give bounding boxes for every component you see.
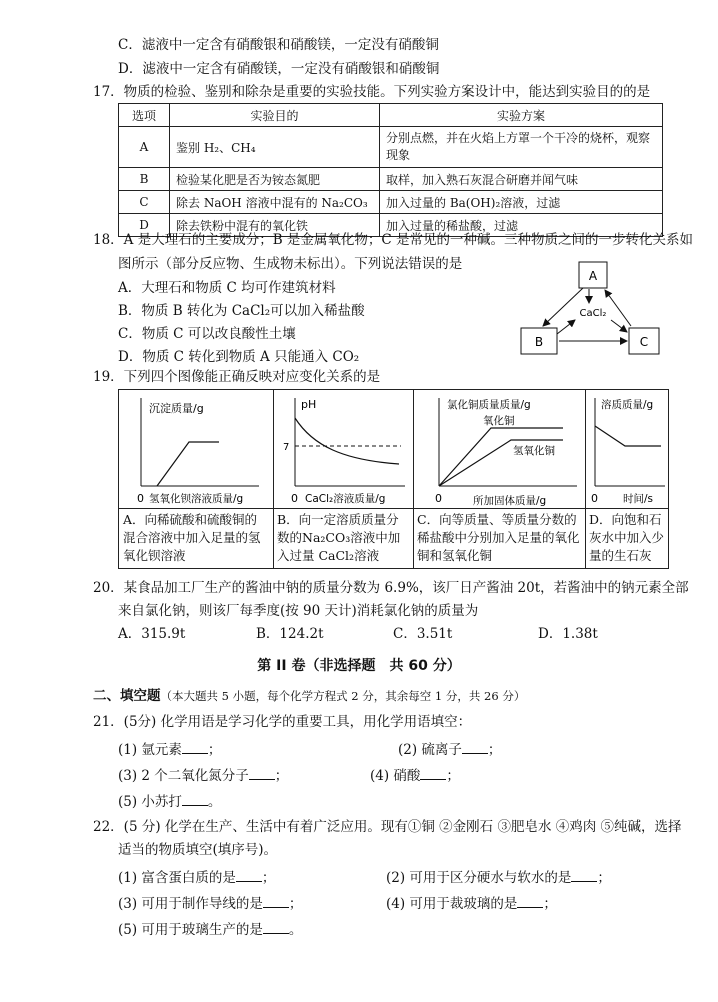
q20-stem-line1: 20．某食品加工厂生产的酱油中钠的质量分数为 6.9%，该厂日产酱油 20t，若酱油中的钠元素全部 — [93, 580, 689, 596]
graph-c-caption: C．向等质量、等质量分数的稀盐酸中分别加入足量的氧化铜和氢氧化铜 — [413, 508, 585, 568]
separator: ； — [261, 870, 276, 886]
table-header: 实验方案 — [380, 104, 663, 127]
q18-option-c: C．物质 C 可以改良酸性土壤 — [118, 326, 296, 342]
node-c-label: C — [639, 335, 649, 349]
center-label: CaCl₂ — [579, 308, 607, 319]
q17-table — [118, 103, 663, 237]
q20-option-c: C．3.51t — [393, 626, 453, 642]
separator: ； — [446, 768, 460, 784]
q19-stem: 19．下列四个图像能正确反映对应变化关系的是 — [93, 369, 381, 385]
x-axis-label: 氢氧化钡溶液质量/g — [149, 493, 244, 505]
terminator: 。 — [288, 922, 303, 938]
q16-option-d: D．滤液中一定含有硝酸镁，一定没有硝酸银和硝酸铜 — [118, 61, 440, 77]
curve — [595, 426, 661, 446]
node-a-label: A — [588, 269, 598, 283]
item-text: (4) 可用于裁玻璃的是 — [386, 896, 518, 912]
graph-d-cell — [585, 390, 668, 568]
answer-blank[interactable] — [517, 895, 543, 908]
table-cell-plan: 加入过量的稀盐酸，过滤 — [380, 214, 663, 237]
item-text: (1) 富含蛋白质的是 — [118, 870, 236, 886]
separator: ； — [288, 896, 303, 912]
table-cell-goal: 除去铁粉中混有的氧化铁 — [170, 214, 380, 237]
table-cell-goal: 检验某化肥是否为铵态氮肥 — [170, 168, 380, 191]
item-text: (2) 可用于区分硬水与软水的是 — [386, 870, 572, 886]
q22-item-2 — [386, 869, 611, 886]
q16-option-c: C．滤液中一定含有硝酸银和硝酸镁，一定没有硝酸铜 — [118, 37, 439, 53]
q18-stem-line1: 18．A 是大理石的主要成分；B 是金属氧化物；C 是常见的一种碱。三种物质之间的一步转化关系如 — [93, 232, 694, 248]
table-cell-plan: 分别点燃，并在火焰上方罩一个干冷的烧杯，观察现象 — [380, 127, 663, 168]
table-cell-option: D — [119, 214, 170, 237]
item-text: (5) 可用于玻璃生产的是 — [118, 922, 263, 938]
graph-a-caption: A．向稀硫酸和硫酸铜的混合溶液中加入足量的氢氧化钡溶液 — [119, 508, 273, 568]
answer-blank[interactable] — [236, 869, 262, 882]
q22-item-3 — [118, 895, 302, 912]
curve-copper-oxide — [439, 428, 563, 486]
table-cell-option: A — [119, 127, 170, 168]
graph-c — [413, 390, 585, 508]
line-label-copper-oxide: 氧化铜 — [483, 415, 515, 427]
y-axis-label: 溶质质量/g — [601, 399, 654, 411]
ph-7-tick: 7 — [283, 442, 290, 453]
separator: ； — [207, 742, 222, 758]
answer-blank[interactable] — [182, 741, 208, 754]
graph-a-cell — [119, 390, 274, 568]
item-text: (4) 硝酸 — [370, 768, 421, 784]
answer-blank[interactable] — [182, 793, 208, 806]
section-note: （本大题共 5 小题，每个化学方程式 2 分，其余每空 1 分，共 26 分） — [160, 689, 526, 703]
table-row — [119, 168, 663, 191]
q20-option-d: D．1.38t — [538, 626, 598, 642]
graph-a — [119, 390, 273, 508]
q18-option-b: B．物质 B 转化为 CaCl₂可以加入稀盐酸 — [118, 303, 365, 319]
q21-item-4 — [370, 767, 460, 784]
separator: ； — [597, 870, 611, 886]
answer-blank[interactable] — [462, 741, 488, 754]
q18-conversion-diagram — [515, 258, 665, 358]
table-cell-option: B — [119, 168, 170, 191]
terminator: 。 — [207, 794, 222, 810]
table-header-row — [119, 104, 663, 127]
answer-blank[interactable] — [249, 767, 275, 780]
separator: ； — [274, 768, 289, 784]
section-head-text: 二、填空题 — [93, 688, 161, 704]
q20-stem-line2: 来自氯化钠，则该厂每季度(按 90 天计)消耗氯化钠的质量为 — [118, 603, 479, 619]
q21-item-2 — [398, 741, 501, 758]
table-cell-option: C — [119, 191, 170, 214]
q22-item-5 — [118, 921, 302, 938]
graph-c-cell — [413, 390, 586, 568]
answer-blank[interactable] — [263, 895, 289, 908]
origin-label: 0 — [291, 492, 298, 505]
separator: ； — [487, 742, 502, 758]
table-cell-goal: 除去 NaOH 溶液中混有的 Na₂CO₃ — [170, 191, 380, 214]
q18-stem-line2: 图所示（部分反应物、生成物未标出）。下列说法错误的是 — [118, 256, 463, 272]
x-axis-label: 所加固体质量/g — [473, 495, 547, 507]
table-row — [119, 191, 663, 214]
q22-stem-line2: 适当的物质填空(填序号)。 — [118, 842, 278, 858]
arrow-c-to-a — [605, 290, 631, 326]
x-axis-label: CaCl₂溶液质量/g — [305, 493, 386, 505]
section-header — [93, 688, 525, 704]
y-axis-label: pH — [301, 398, 317, 411]
answer-blank[interactable] — [420, 767, 446, 780]
table-row — [119, 127, 663, 168]
q22-item-4 — [386, 895, 557, 912]
item-text: (2) 硫离子 — [398, 742, 462, 758]
item-text: (1) 氩元素 — [118, 742, 182, 758]
x-axis-label: 时间/s — [623, 493, 654, 505]
q18-option-d: D．物质 C 转化到物质 A 只能通入 CO₂ — [118, 349, 360, 365]
table-cell-plan: 加入过量的 Ba(OH)₂溶液，过滤 — [380, 191, 663, 214]
answer-blank[interactable] — [263, 921, 289, 934]
q22-item-1 — [118, 869, 275, 886]
table-cell-goal: 鉴别 H₂、CH₄ — [170, 127, 380, 168]
y-axis-label: 沉淀质量/g — [149, 402, 204, 415]
q20-option-b: B．124.2t — [256, 626, 324, 642]
node-b-label: B — [534, 335, 544, 349]
graph-b — [273, 390, 413, 508]
q20-option-a: A．315.9t — [118, 626, 186, 642]
item-text: (5) 小苏打 — [118, 794, 182, 810]
q19-graph-panel — [118, 389, 669, 569]
answer-blank[interactable] — [571, 869, 597, 882]
graph-d — [585, 390, 668, 508]
q17-stem: 17．物质的检验、鉴别和除杂是重要的实验技能。下列实验方案设计中，能达到实验目的的是 — [93, 84, 651, 100]
part2-title: 第 II 卷（非选择题 共 60 分） — [257, 658, 461, 674]
origin-label: 0 — [435, 492, 442, 505]
q21-item-1 — [118, 741, 221, 758]
table-header: 实验目的 — [170, 104, 380, 127]
arrow-a-to-b — [543, 288, 583, 326]
line-label-copper-hydroxide: 氢氧化铜 — [513, 445, 555, 457]
item-text: (3) 可用于制作导线的是 — [118, 896, 263, 912]
graph-d-caption: D．向饱和石灰水中加入少量的生石灰 — [585, 508, 668, 568]
origin-label: 0 — [137, 492, 144, 505]
q18-option-a: A．大理石和物质 C 均可作建筑材料 — [118, 280, 336, 296]
table-header: 选项 — [119, 104, 170, 127]
y-axis-label: 氯化铜质量质量/g — [447, 399, 531, 411]
q21-stem: 21．(5分) 化学用语是学习化学的重要工具，用化学用语填空： — [93, 714, 472, 730]
graph-b-cell — [273, 390, 414, 568]
item-text: (3) 2 个二氧化氮分子 — [118, 768, 249, 784]
graph-b-caption: B．向一定溶质质量分数的Na₂CO₃溶液中加入过量 CaCl₂溶液 — [273, 508, 413, 568]
q22-stem-line1: 22．(5 分) 化学在生产、生活中有着广泛应用。现有①铜 ②金刚石 ③肥皂水 ④鸡肉 ⑤纯碱，选择 — [93, 819, 682, 835]
q21-item-5 — [118, 793, 221, 810]
curve — [157, 442, 219, 486]
curve — [295, 418, 399, 464]
arrow-center-to-c — [611, 320, 627, 332]
origin-label: 0 — [591, 492, 598, 505]
arrow-b-to-center — [557, 320, 575, 334]
separator: ； — [543, 896, 557, 912]
q21-item-3 — [118, 767, 288, 784]
table-cell-plan: 取样，加入熟石灰混合研磨并闻气味 — [380, 168, 663, 191]
